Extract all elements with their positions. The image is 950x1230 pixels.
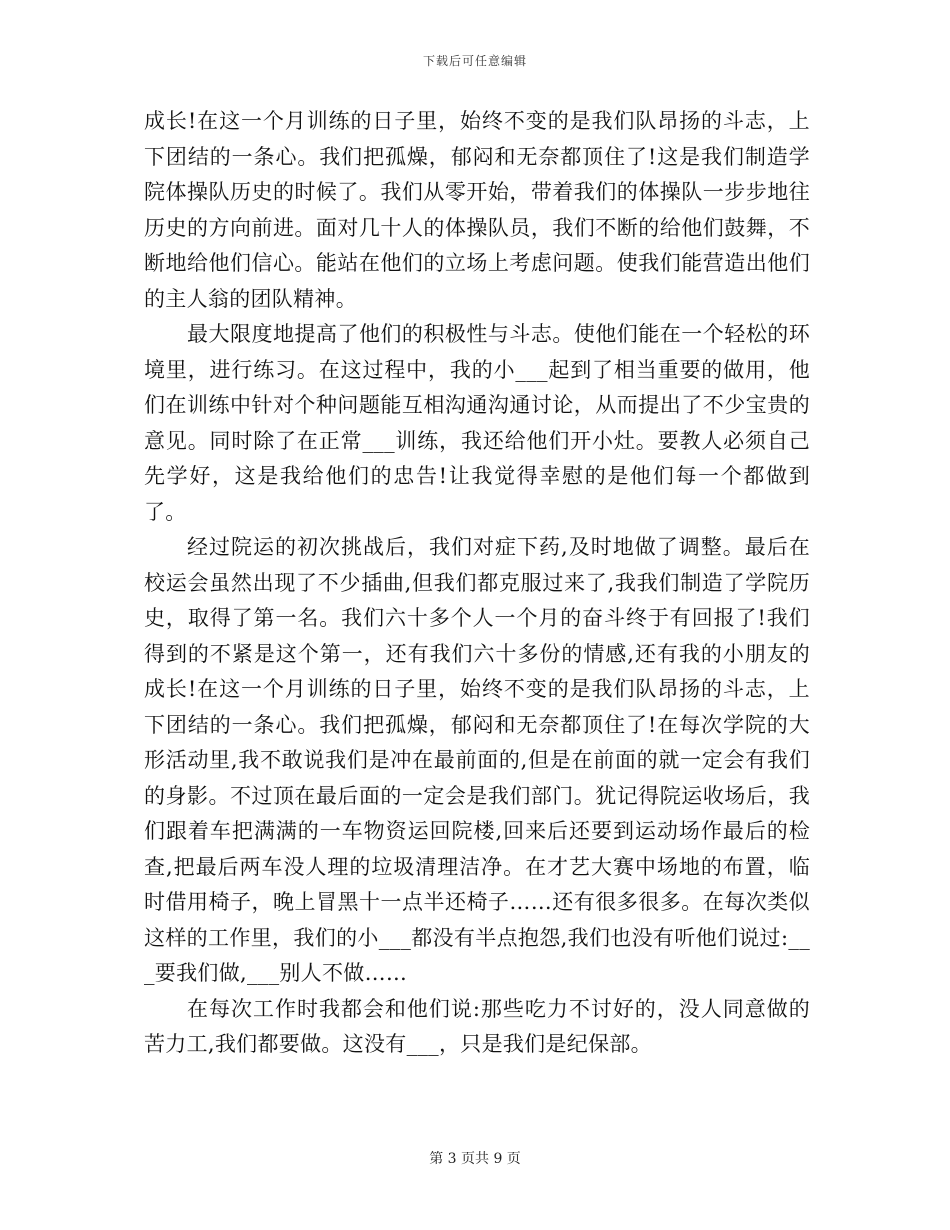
paragraph-3: 经过院运的初次挑战后，我们对症下药,及时地做了调整。最后在校运会虽然出现了不少插曲,但我们都克服过来了,我我们制造了学院历史，取得了第一名。我们六十多个人一个月的奋斗终于有回报了!我们得到的不紧是这个第一，还有我们六十多份的情感,还有我的小朋友的成长!在这一个月训练的日子里，始终不变的是我们队昂扬的斗志，上下团结的一条心。我们把孤燥，郁闷和无奈都顶住了!在每次学院的大形活动里,我不敢说我们是冲在最前面的,但是在前面的就一定会有我们的身影。不过顶在最后面的一定会是我们部门。犹记得院运收场后，我们跟着车把满满的一车物资运回院楼,回来后还要到运动场作最后的检查,把最后两车没人理的垃圾清理洁净。在才艺大赛中场地的布置，临时借用椅子，晚上冒黑十一点半还椅子……还有很多很多。在每次类似这样的工作里，我们的小___都没有半点抱怨,我们也没有听他们说过:___要我们做,___别人不做…… <box>144 535 810 985</box>
page-header: 下载后可任意编辑 <box>422 54 527 68</box>
paragraph-1: 成长!在这一个月训练的日子里，始终不变的是我们队昂扬的斗志，上下团结的一条心。我们把孤燥，郁闷和无奈都顶住了!这是我们制造学院体操队历史的时候了。我们从零开始，带着我们的体操队一步步地往历史的方向前进。面对几十人的体操队员，我们不断的给他们鼓舞，不断地给他们信心。能站在他们的立场上考虑问题。使我们能营造出他们的主人翁的团队精神。 <box>144 109 810 311</box>
page-number: 第 3 页共 9 页 <box>429 1151 521 1167</box>
paragraph-4: 在每次工作时我都会和他们说:那些吃力不讨好的，没人同意做的苦力工,我们都要做。这没有___，只是我们是纪保部。 <box>144 996 810 1056</box>
paragraph-2: 最大限度地提高了他们的积极性与斗志。使他们能在一个轻松的环境里，进行练习。在这过程中，我的小___起到了相当重要的做用，他们在训练中针对个种问题能互相沟通沟通讨论，从而提出了不少宝贵的意见。同时除了在正常___训练，我还给他们开小灶。要教人必须自己先学好，这是我给他们的忠告!让我觉得幸慰的是他们每一个都做到了。 <box>144 322 810 524</box>
document-body <box>144 104 810 1063</box>
